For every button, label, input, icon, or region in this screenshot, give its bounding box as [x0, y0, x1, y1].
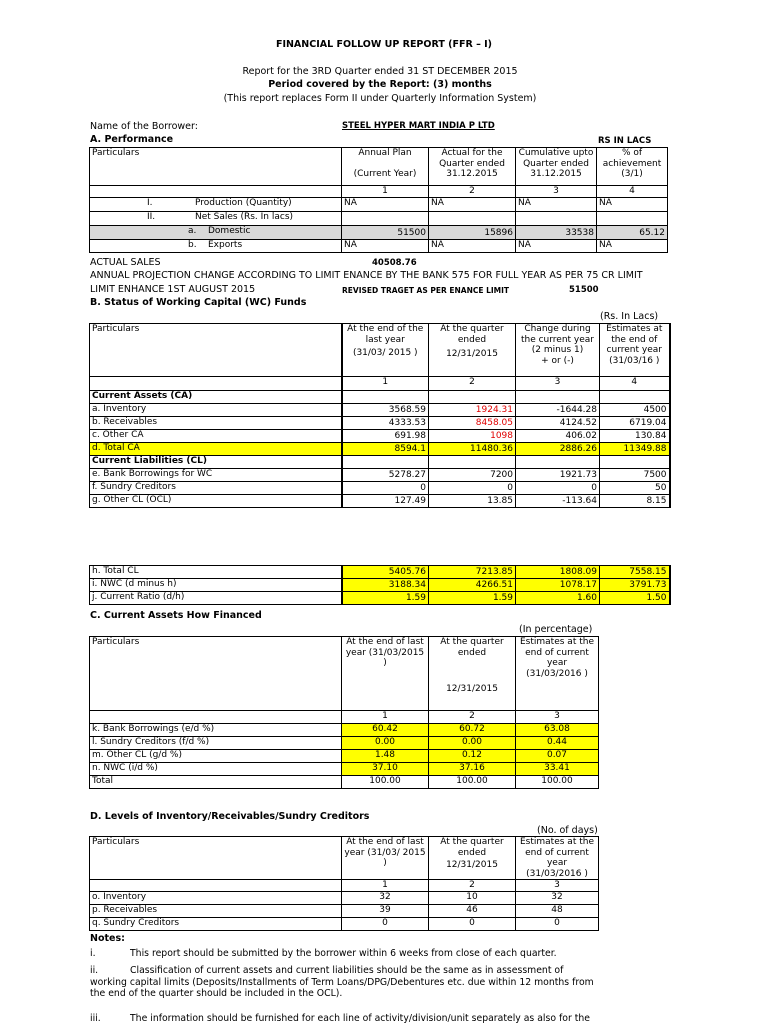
section-b-units: (Rs. In Lacs)	[600, 311, 659, 322]
section-d-heading: D. Levels of Inventory/Receivables/Sundry Creditors	[90, 811, 370, 822]
table-row: q. Sundry Creditors 0 0 0	[90, 918, 599, 931]
col-particulars: Particulars	[90, 837, 342, 880]
ca-financed-table: Particulars At the end of last year (31/03/2015 ) At the quarter ended 12/31/2015 Estimates at the end of current year (31/03/2016 ) 1 2 3 k. Bank Borrowings (e/d %) 60.42 60.72 63.08 l. Sundry Creditors (f/d %) 0.00 0.00 0.44 m. Other CL (g/d %) 1.48 0.12 0.07 n. NWC (i/d %) 37.10 37.16 33.41 Total 100.00 100.00 100.00	[89, 636, 599, 789]
cl-heading: Current Liabilities (CL)	[90, 456, 342, 469]
table-row: o. Inventory 32 10 32	[90, 892, 599, 905]
table-row: e. Bank Borrowings for WC 5278.27 7200 1921.73 7500	[90, 469, 670, 482]
col-num: 1	[342, 186, 429, 198]
performance-table	[89, 147, 668, 253]
col-actual-quarter: Actual for the Quarter ended 31.12.2015	[429, 148, 516, 186]
note-i-text: This report should be submitted by the borrower within 6 weeks from close of each quarter.	[130, 948, 557, 959]
table-row: I. Production (Quantity) NA NA NA NA	[90, 198, 668, 212]
col-num: 3	[516, 186, 597, 198]
table-row: a. Domestic 51500 15896 33538 65.12	[90, 226, 668, 240]
table-row: m. Other CL (g/d %) 1.48 0.12 0.07	[90, 750, 599, 763]
table-row: k. Bank Borrowings (e/d %) 60.42 60.72 63.08	[90, 724, 599, 737]
col-quarter-ended: At the quarter ended 12/31/2015	[429, 324, 516, 377]
table-row: p. Receivables 39 46 48	[90, 905, 599, 918]
col-num: 2	[429, 186, 516, 198]
col-annual-plan: Annual Plan (Current Year)	[342, 148, 429, 186]
actual-sales-label: ACTUAL SALES	[90, 257, 161, 268]
note-ii-text: Classification of current assets and current liabilities should be the same as in assessment of working capital limits (Deposits/Installments of Term Loans/DPG/Debentures etc. due within 12 months from the end of the quarter should be included in the OCL).	[90, 965, 594, 999]
revised-target-label: REVISED TRAGET AS PER ENANCE LIMIT	[342, 286, 510, 295]
note-i-number: i.	[90, 948, 96, 959]
col-last-year: At the end of last year (31/03/ 2015 )	[342, 837, 429, 880]
section-d-units: (No. of days)	[537, 825, 598, 836]
note-iii-number: iii.	[90, 1013, 101, 1024]
actual-sales-value: 40508.76	[372, 258, 417, 268]
table-row: b. Exports NA NA NA NA	[90, 240, 668, 253]
col-last-year: At the end of the last year (31/03/ 2015 )	[342, 324, 429, 377]
table-row: l. Sundry Creditors (f/d %) 0.00 0.00 0.44	[90, 737, 599, 750]
col-estimates: Estimates at the end of current year (31/03/2016 )	[516, 837, 599, 880]
col-achievement: % of achievement (3/1)	[597, 148, 668, 186]
col-last-year: At the end of last year (31/03/2015 )	[342, 637, 429, 711]
table-row: f. Sundry Creditors 0 0 0 50	[90, 482, 670, 495]
table-row: Total 100.00 100.00 100.00	[90, 776, 599, 789]
report-covered-line: Period covered by the Report: (3) months	[268, 79, 492, 90]
section-a-units: RS IN LACS	[598, 136, 652, 146]
col-change: Change during the current year (2 minus 1) + or (-)	[516, 324, 600, 377]
notes-heading: Notes:	[90, 933, 125, 944]
col-estimates: Estimates at the end of current year (31/03/2016 )	[516, 637, 599, 711]
table-row: h. Total CL 5405.76 7213.85 1808.09 7558.15	[90, 566, 670, 579]
table-row: i. NWC (d minus h) 3188.34 4266.51 1078.17 3791.73	[90, 579, 670, 592]
projection-note: ANNUAL PROJECTION CHANGE ACCORDING TO LIMIT ENANCE BY THE BANK 575 FOR FULL YEAR AS PER 75 CR LIMIT	[90, 270, 643, 281]
col-cumulative: Cumulative upto Quarter ended 31.12.2015	[516, 148, 597, 186]
col-particulars: Particulars	[90, 324, 342, 377]
borrower-label: Name of the Borrower:	[90, 121, 198, 132]
table-row: n. NWC (i/d %) 37.10 37.16 33.41	[90, 763, 599, 776]
col-quarter-ended: At the quarter ended 12/31/2015	[429, 837, 516, 880]
projection-note-2: LIMIT ENHANCE 1ST AUGUST 2015	[90, 284, 256, 295]
report-replaces-line: (This report replaces Form II under Quarterly Information System)	[223, 93, 537, 104]
section-b-heading: B. Status of Working Capital (WC) Funds	[90, 297, 307, 308]
borrower-name: STEEL HYPER MART INDIA P LTD	[342, 121, 495, 131]
table-row: b. Receivables 4333.53 8458.05 4124.52 6719.04	[90, 417, 670, 430]
note-ii-number: ii.	[90, 965, 99, 976]
levels-table: Particulars At the end of last year (31/03/ 2015 ) At the quarter ended 12/31/2015 Estimates at the end of current year (31/03/2016 ) 1 2 3 o. Inventory 32 10 32 p. Receivables 39 46 48 q. Sundry Creditors 0 0 0	[89, 836, 599, 931]
working-capital-table: Particulars At the end of the last year (31/03/ 2015 ) At the quarter ended 12/31/2015 Change during the current year (2 minus 1) + or (-) Estimates at the end of current year (31/03/16 ) 1 2 3 4 Current Assets (CA) a. Inventory 3568.59 1924.31 -1644.28 4500 b. Receivables 4333.53 8458.05 4124.52 6719.04 c. Other CA 691.98 1098 406.02 130.84 d. Total CA 8594.1 11480.36 2886.26 11349.88 Current Liabilities (CL) e. Bank Borrowings for WC 5278.27 7200 1921.73 7500 f. Sundry Creditors 0 0 0 50 g. Other CL (OCL) 127.49 13.85 -113.64 8.15	[89, 323, 671, 508]
working-capital-totals-table	[89, 565, 671, 605]
section-c-heading: C. Current Assets How Financed	[90, 610, 262, 621]
section-c-units: (In percentage)	[519, 624, 593, 635]
col-num: 4	[597, 186, 668, 198]
table-row: c. Other CA 691.98 1098 406.02 130.84	[90, 430, 670, 443]
table-row: j. Current Ratio (d/h) 1.59 1.59 1.60 1.50	[90, 592, 670, 605]
col-particulars: Particulars	[90, 637, 342, 711]
report-period-line: Report for the 3RD Quarter ended 31 ST DECEMBER 2015	[242, 66, 518, 77]
ca-heading: Current Assets (CA)	[90, 391, 342, 404]
col-estimates: Estimates at the end of current year (31/03/16 )	[600, 324, 670, 377]
col-quarter-ended: At the quarter ended 12/31/2015	[429, 637, 516, 711]
table-row: II. Net Sales (Rs. In lacs)	[90, 212, 668, 226]
section-a-heading: A. Performance	[90, 134, 174, 145]
note-iii-text: The information should be furnished for each line of activity/division/unit separately as also for the	[130, 1013, 590, 1024]
table-row: a. Inventory 3568.59 1924.31 -1644.28 4500	[90, 404, 670, 417]
report-title: FINANCIAL FOLLOW UP REPORT (FFR – I)	[275, 39, 493, 50]
table-row: d. Total CA 8594.1 11480.36 2886.26 11349.88	[90, 443, 670, 456]
table-row: g. Other CL (OCL) 127.49 13.85 -113.64 8.15	[90, 495, 670, 508]
col-particulars: Particulars	[90, 148, 342, 186]
revised-target-value: 51500	[569, 285, 599, 295]
